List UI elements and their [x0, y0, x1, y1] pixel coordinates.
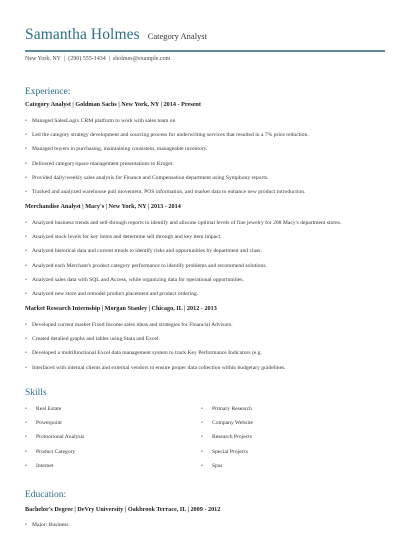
list-item: • Tracked and analyzed warehouse pull movement, POS information, and market data to enhance new product introduction.: [25, 188, 385, 202]
list-item: • Major: Business: [25, 521, 385, 535]
list-item: • Interfaced with internal clients and external vendors to ensure proper data collection within budgetary guidelines.: [25, 364, 385, 378]
header-divider: [25, 50, 385, 52]
contact-email: sholmes@example.com: [112, 56, 171, 62]
list-item: • Analyzed sales data with SQL and Access, while organizing data for operational opportunities.: [25, 276, 385, 290]
list-item: • Analyzed each Merchant's product category performance to identify problems and recommend solutions.: [25, 262, 385, 276]
experience-heading: Experience:: [25, 87, 71, 97]
job-title-line: Merchandise Analyst | Macy's | New York, NY | 2013 - 2014: [25, 203, 181, 210]
skills-heading: Skills: [25, 388, 47, 398]
skill-item: • Company Website: [201, 419, 253, 433]
list-item: • Managed SalesLogix CRM platform to work with sales team on: [25, 117, 385, 131]
contact-separator: |: [108, 56, 110, 62]
contact-line: [25, 56, 170, 62]
contact-location: New York, NY: [25, 56, 62, 62]
list-item: • Analyzed business trends and sell-through reports to identify and allocate optimal levels of fine jewelry for 208 Macy's department stores.: [25, 219, 385, 233]
resume-header: [25, 26, 385, 44]
list-item: • Led the category strategy development and sourcing process for underwriting services that resulted in a 7% price reduction.: [25, 131, 385, 145]
education-heading: Education:: [25, 490, 67, 500]
education-bullets: [25, 521, 385, 535]
job-bullets: [25, 321, 385, 378]
skill-item: • Primary Research: [201, 405, 253, 419]
contact-phone: (290) 555-1434: [68, 56, 106, 62]
skill-item: • Product Category: [25, 448, 84, 462]
contact-separator: |: [64, 56, 66, 62]
skill-item: • Real Estate: [25, 405, 84, 419]
job-bullets: [25, 219, 385, 304]
list-item: • Developed a multifunctional Excel data management system to track Key Performance Indicators (e.g.: [25, 349, 385, 363]
skills-list-left: [25, 405, 84, 476]
education-title-line: Bachelor's Degree | DeVry University | Oakbrook Terrace, IL | 2009 - 2012: [25, 506, 221, 513]
list-item: • Analyzed new store and remodel product placement and product ordering.: [25, 290, 385, 304]
job-title-line: Market Research Internship | Morgan Stanley | Chicago, IL | 2012 - 2013: [25, 305, 217, 312]
list-item: • Created detailed graphs and tables using Stata and Excel.: [25, 335, 385, 349]
candidate-title: Category Analyst: [147, 31, 207, 41]
job-title-line: Category Analyst | Goldman Sachs | New York, NY | 2014 - Present: [25, 101, 201, 108]
skill-item: • Special Projects: [201, 448, 253, 462]
list-item: • Analyzed historical data and current trends to identify risks and opportunities by department and class.: [25, 247, 385, 261]
skill-item: • Internet: [25, 462, 84, 476]
skills-list-right: [201, 405, 253, 476]
skill-item: • Research Projects: [201, 433, 253, 447]
skill-item: • Promotional Analysis: [25, 433, 84, 447]
job-bullets: [25, 117, 385, 202]
skill-item: • Spss: [201, 462, 253, 476]
list-item: • Developed current market Fixed Income sales ideas and strategies for Financial Advisors.: [25, 321, 385, 335]
list-item: • Delivered category/space management presentations to Kroger.: [25, 160, 385, 174]
list-item: • Managed buyers in purchasing, maintaining consistent, manageable inventory.: [25, 145, 385, 159]
list-item: • Analyzed stock levels for key items and determine sell through and key item impact.: [25, 233, 385, 247]
skill-item: • Powerpoint: [25, 419, 84, 433]
list-item: • Provided daily/weekly sales analysis for Finance and Compensation department using Symphony reports.: [25, 174, 385, 188]
candidate-name: Samantha Holmes: [25, 26, 140, 43]
